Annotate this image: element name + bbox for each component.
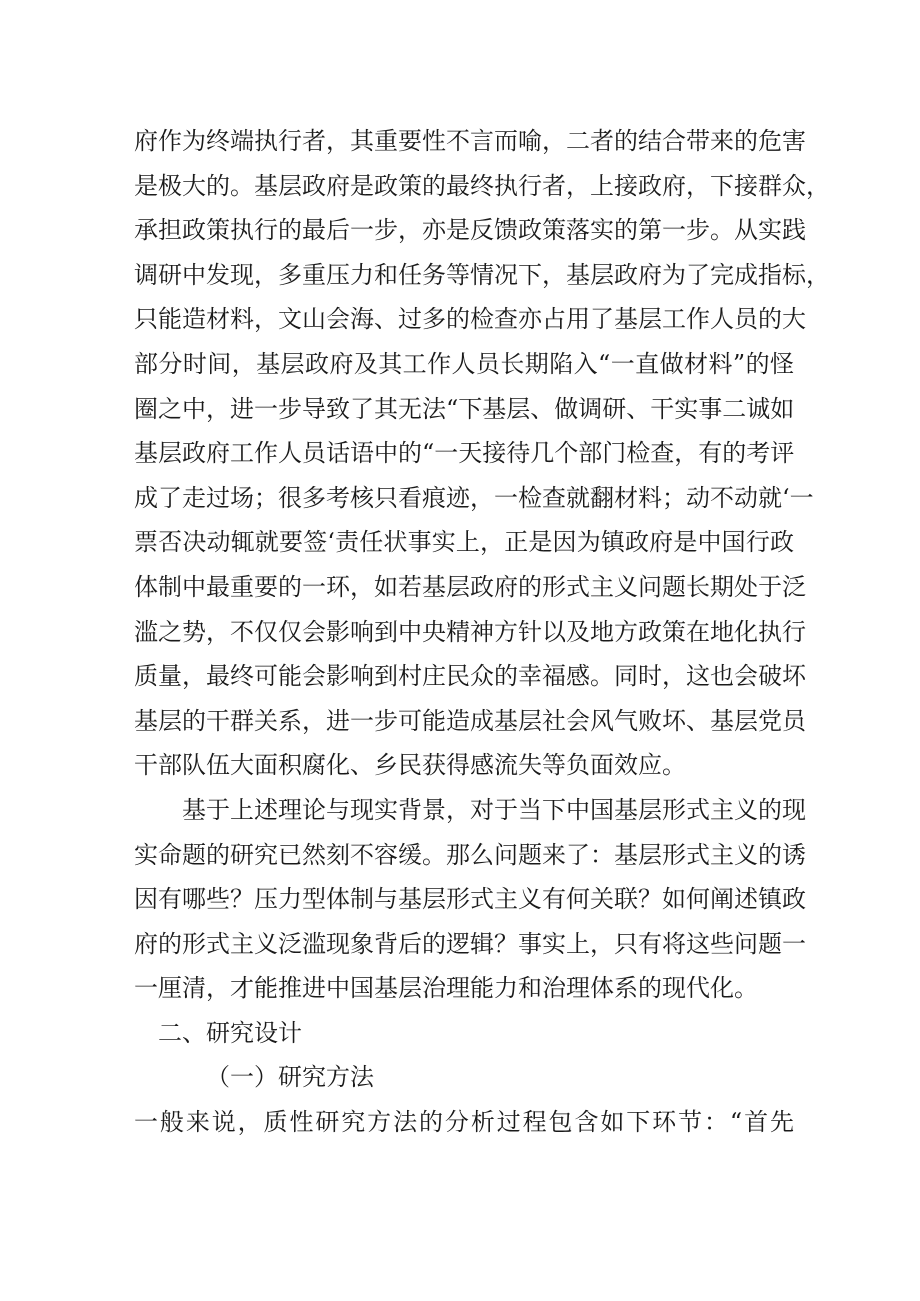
text-line: 是极大的。基层政府是政策的最终执行者，上接政府，下接群众， xyxy=(134,171,830,200)
text-line: 体制中最重要的一环，如若基层政府的形式主义问题长期处于泛 xyxy=(134,572,806,601)
text-line: 因有哪些？压力型体制与基层形式主义有何关联？如何阐述镇政 xyxy=(134,885,806,914)
text-line: 成了走过场；很多考核只看痕迹，一检查就翻材料；动不动就‘一 xyxy=(134,483,814,512)
section-heading: 二、研究设计 xyxy=(158,1018,302,1047)
text-line: 承担政策执行的最后一步，亦是反馈政策落实的第一步。从实践 xyxy=(134,216,806,245)
text-line: 调研中发现，多重压力和任务等情况下，基层政府为了完成指标， xyxy=(134,260,830,289)
text-line: 一厘清，才能推进中国基层治理能力和治理体系的现代化。 xyxy=(134,974,758,1003)
text-line: 基于上述理论与现实背景，对于当下中国基层形式主义的现 xyxy=(182,795,806,824)
text-line: 圈之中，进一步导致了其无法“下基层、做调研、干实事二诚如 xyxy=(134,394,795,423)
text-line: 一般来说，质性研究方法的分析过程包含如下环节：“首先 xyxy=(134,1108,794,1137)
text-line: 实命题的研究已然刻不容缓。那么问题来了：基层形式主义的诱 xyxy=(134,840,806,869)
text-line: 府的形式主义泛滥现象背后的逻辑？事实上，只有将这些问题一 xyxy=(134,929,806,958)
paragraph-formalism-harm xyxy=(134,119,830,788)
text-line: 干部队伍大面积腐化、乡民获得感流失等负面效应。 xyxy=(134,751,686,780)
text-line: 只能造材料，文山会海、过多的检查亦占用了基层工作人员的大 xyxy=(134,305,806,334)
subsection-heading: （一）研究方法 xyxy=(206,1063,374,1092)
text-line: 部分时间，基层政府及其工作人员长期陷入“一直做材料”的怪 xyxy=(134,349,794,378)
text-line: 质量，最终可能会影响到村庄民众的幸福感。同时，这也会破坏 xyxy=(134,662,806,691)
text-line: 滥之势，不仅仅会影响到中央精神方针以及地方政策在地化执行 xyxy=(134,617,806,646)
paragraph-research-method xyxy=(134,1100,794,1145)
document-body xyxy=(134,119,830,1145)
text-line: 基层政府工作人员话语中的“一天接待几个部门检查，有的考评 xyxy=(134,439,795,468)
paragraph-research-questions xyxy=(134,788,806,1011)
text-line: 基层的干群关系，进一步可能造成基层社会风气败坏、基层党员 xyxy=(134,706,806,735)
text-line: 票否决动辄就要签‘责任状事实上，正是因为镇政府是中国行政 xyxy=(134,528,794,557)
text-line: 府作为终端执行者，其重要性不言而喻，二者的结合带来的危害 xyxy=(134,127,806,155)
